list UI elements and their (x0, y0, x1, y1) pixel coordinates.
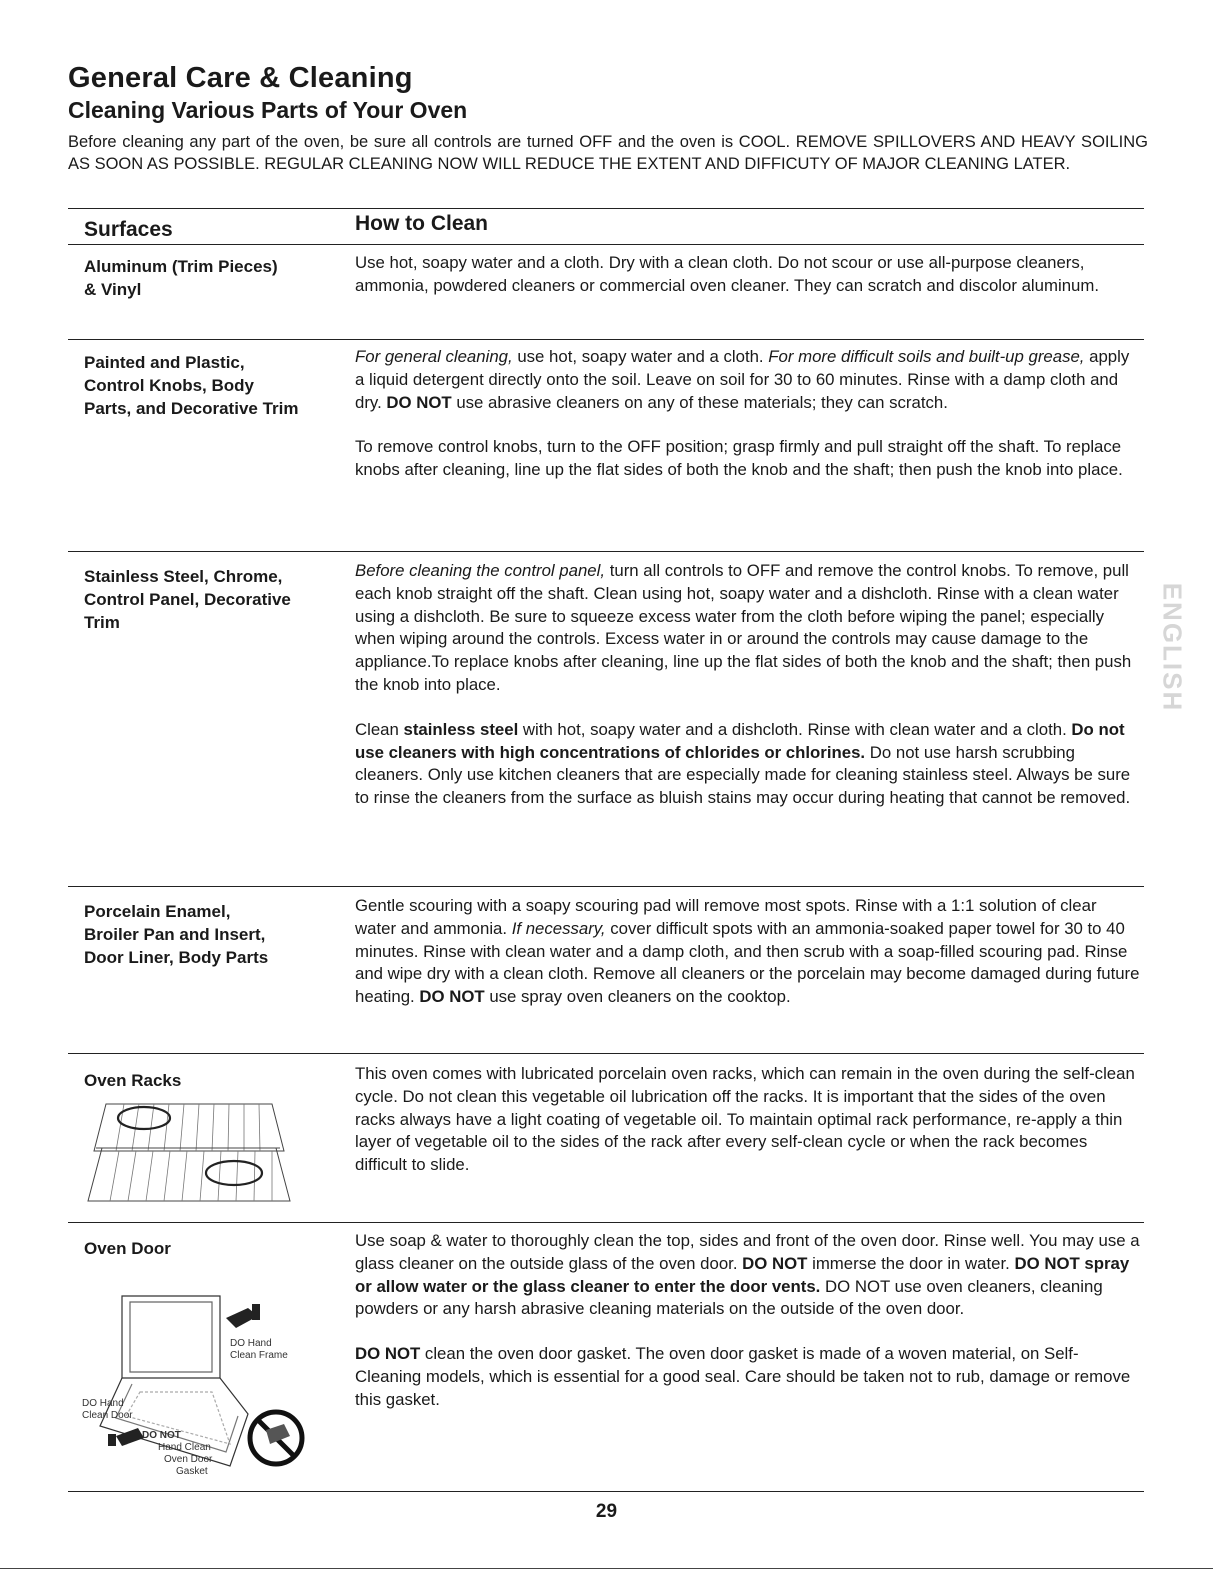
instructions-painted (355, 346, 1140, 482)
text: turn all controls to OFF and remove the control knobs. To remove, pull each knob straight off the shaft. Clean using hot, soapy water and a dishcloth. Rinse with a clean water using a dishcloth. Be sure to squeeze excess water from the cloth before wiping the panel; especially when wiping around the controls. Excess water in or around the controls may cause damage to the appliance.To replace knobs after cleaning, line up the flat sides of both the knob and the shaft; then push the knob into place. (355, 561, 1132, 694)
instruction-paragraph (355, 719, 1140, 810)
text: Do not use harsh scrubbing cleaners. Only use kitchen cleaners that are especially made for cleaning stainless steel. Always be sure to rinse the cleaners from the surface as bluish stains may occur during heating that cannot be removed. (355, 742, 1131, 808)
text: use abrasive cleaners on any of these materials; they can scratch. (451, 392, 948, 412)
text: immerse the door in water. (807, 1253, 1015, 1273)
label-oven-door: Oven Door (164, 1454, 213, 1465)
bold-text: stainless steel (403, 719, 519, 739)
label-line: Broiler Pan and Insert, (84, 925, 266, 944)
row-divider (68, 551, 1144, 552)
bold-text: DO NOT spray or allow water or the glass cleaner to enter the door vents. (355, 1253, 1130, 1296)
text: clean the oven door gasket. The oven door gasket is made of a woven material, on Self-Cleaning models, which is essential for a good seal. Care should be taken not to rub, damage or remove this gasket. (355, 1344, 1131, 1409)
label-do-hand-clean-door-2: Clean Door (82, 1410, 133, 1421)
instructions-aluminum (355, 252, 1140, 298)
column-header-surfaces: Surfaces (84, 218, 173, 241)
instruction-paragraph: To remove control knobs, turn to the OFF position; grasp firmly and pull straight off the shaft. To replace knobs after cleaning, line up the flat sides of both the knob and the shaft; then push the knob into place. (355, 437, 1123, 480)
label-line: Trim (84, 613, 120, 632)
text: Use soap & water to thoroughly clean the top, sides and front of the oven door. Rinse well. You may use a glass cleaner on the outside glass of the oven door. (355, 1231, 1140, 1273)
label-gasket: Gasket (176, 1466, 208, 1477)
surface-label-racks: Oven Racks (84, 1071, 182, 1090)
instructions-door (355, 1230, 1140, 1412)
text: Clean (355, 719, 404, 739)
table-header-rule (68, 244, 1144, 245)
italic-text: Before cleaning the control panel, (355, 561, 606, 580)
italic-text: If necessary, (511, 918, 606, 938)
label-line: & Vinyl (84, 280, 142, 299)
row-divider (68, 886, 1144, 887)
oven-racks-illustration (84, 1096, 294, 1206)
row-divider (68, 1053, 1144, 1054)
section-title: Cleaning Various Parts of Your Oven (68, 97, 468, 123)
page-title: General Care & Cleaning (68, 62, 413, 94)
text: apply a liquid detergent directly onto the soil. Leave on soil for 30 to 60 minutes. Rinse with a damp cloth and dry. (355, 347, 1130, 412)
label-hand-clean: Hand Clean (158, 1442, 211, 1453)
language-side-tab (1152, 582, 1192, 712)
label-line: Porcelain Enamel, (84, 902, 231, 921)
text: use spray oven cleaners on the cooktop. (484, 987, 791, 1007)
instruction-paragraph (355, 346, 1140, 414)
text: cover difficult spots with an ammonia-soaked paper towel for 30 to 40 minutes. Rinse with clean water and a damp cloth, and then scrub with a soap-filled scouring pad. Rinse and wipe dry with a clean cloth. Remove all cleaners or the porcelain may become damaged during future heating. (355, 918, 1140, 1007)
label-do-hand-clean-door-1: DO Hand (82, 1398, 124, 1409)
instruction-paragraph (355, 1230, 1140, 1321)
bold-text: DO NOT (386, 392, 452, 412)
side-tab-text: ENGLISH (1157, 582, 1188, 712)
label-line: Control Knobs, Body (84, 376, 254, 395)
label-do-hand-clean-frame-2: Clean Frame (230, 1350, 288, 1361)
surface-label-painted (84, 351, 344, 420)
instruction-paragraph (355, 895, 1140, 1009)
surface-label-porcelain (84, 900, 344, 969)
bold-text: DO NOT (742, 1253, 808, 1273)
page-bottom-edge (0, 1568, 1213, 1569)
label-line: Painted and Plastic, (84, 353, 245, 372)
label-line: Control Panel, Decorative (84, 590, 291, 609)
surface-label-aluminum (84, 255, 344, 301)
label-line: Parts, and Decorative Trim (84, 399, 299, 418)
text: DO NOT use oven cleaners, cleaning powders or any harsh abrasive cleaning materials on the outside of the oven door. (355, 1276, 1103, 1319)
instructions-stainless (355, 560, 1140, 810)
instruction-paragraph: This oven comes with lubricated porcelain oven racks, which can remain in the oven during the self-clean cycle. Do not clean this vegetable oil lubrication off the racks. It is important that the sides of the oven racks always have a light coating of vegetable oil. To maintain optimal rack performance, re-apply a thin layer of vegetable oil to the sides of the rack after every self-clean cycle or when the rack becomes difficult to slide. (355, 1064, 1135, 1175)
label-do-not: DO NOT (142, 1430, 181, 1441)
text: with hot, soapy water and a dishcloth. Rinse with clean water and a cloth. (518, 719, 1072, 739)
label-do-hand-clean-frame-1: DO Hand (230, 1338, 272, 1349)
surface-label-stainless (84, 565, 344, 634)
italic-text: For general cleaning, (355, 347, 513, 366)
label-line: Aluminum (Trim Pieces) (84, 257, 278, 276)
text: Gentle scouring with a soapy scouring pad will remove most spots. Rinse with a 1:1 solution of clear water and ammonia. (355, 896, 1097, 938)
table-top-rule (68, 208, 1144, 209)
instruction-paragraph (355, 560, 1140, 697)
label-line: Stainless Steel, Chrome, (84, 567, 283, 586)
row-divider (68, 1222, 1144, 1223)
page-number: 29 (595, 1501, 618, 1522)
column-header-how-to-clean: How to Clean (355, 212, 489, 235)
instructions-racks (355, 1063, 1140, 1177)
oven-door-illustration (80, 1266, 320, 1491)
instructions-porcelain (355, 895, 1140, 1009)
instruction-paragraph: Use hot, soapy water and a cloth. Dry with a clean cloth. Do not scour or use all-purpose cleaners, ammonia, powdered cleaners or commercial oven cleaner. They can scratch and discolor aluminum. (355, 253, 1100, 295)
instruction-paragraph (355, 1343, 1140, 1411)
text: use hot, soapy water and a cloth. (512, 347, 769, 366)
bold-text: DO NOT (355, 1344, 421, 1364)
intro-paragraph: Before cleaning any part of the oven, be sure all controls are turned OFF and the oven is COOL. REMOVE SPILLOVERS AND HEAVY SOILING AS SOON AS POSSIBLE. REGULAR CLEANING NOW WILL REDUCE THE EXTENT AND DIFFICUTY OF MAJOR CLEANING LATER. (68, 133, 1148, 173)
bold-text: DO NOT (419, 987, 485, 1007)
surface-label-door: Oven Door (84, 1239, 171, 1258)
italic-text: For more difficult soils and built-up grease, (768, 347, 1085, 366)
row-divider (68, 339, 1144, 340)
bold-text: Do not use cleaners with high concentrations of chlorides or chlorines. (355, 719, 1125, 762)
label-line: Door Liner, Body Parts (84, 948, 269, 967)
table-bottom-rule (68, 1491, 1144, 1492)
